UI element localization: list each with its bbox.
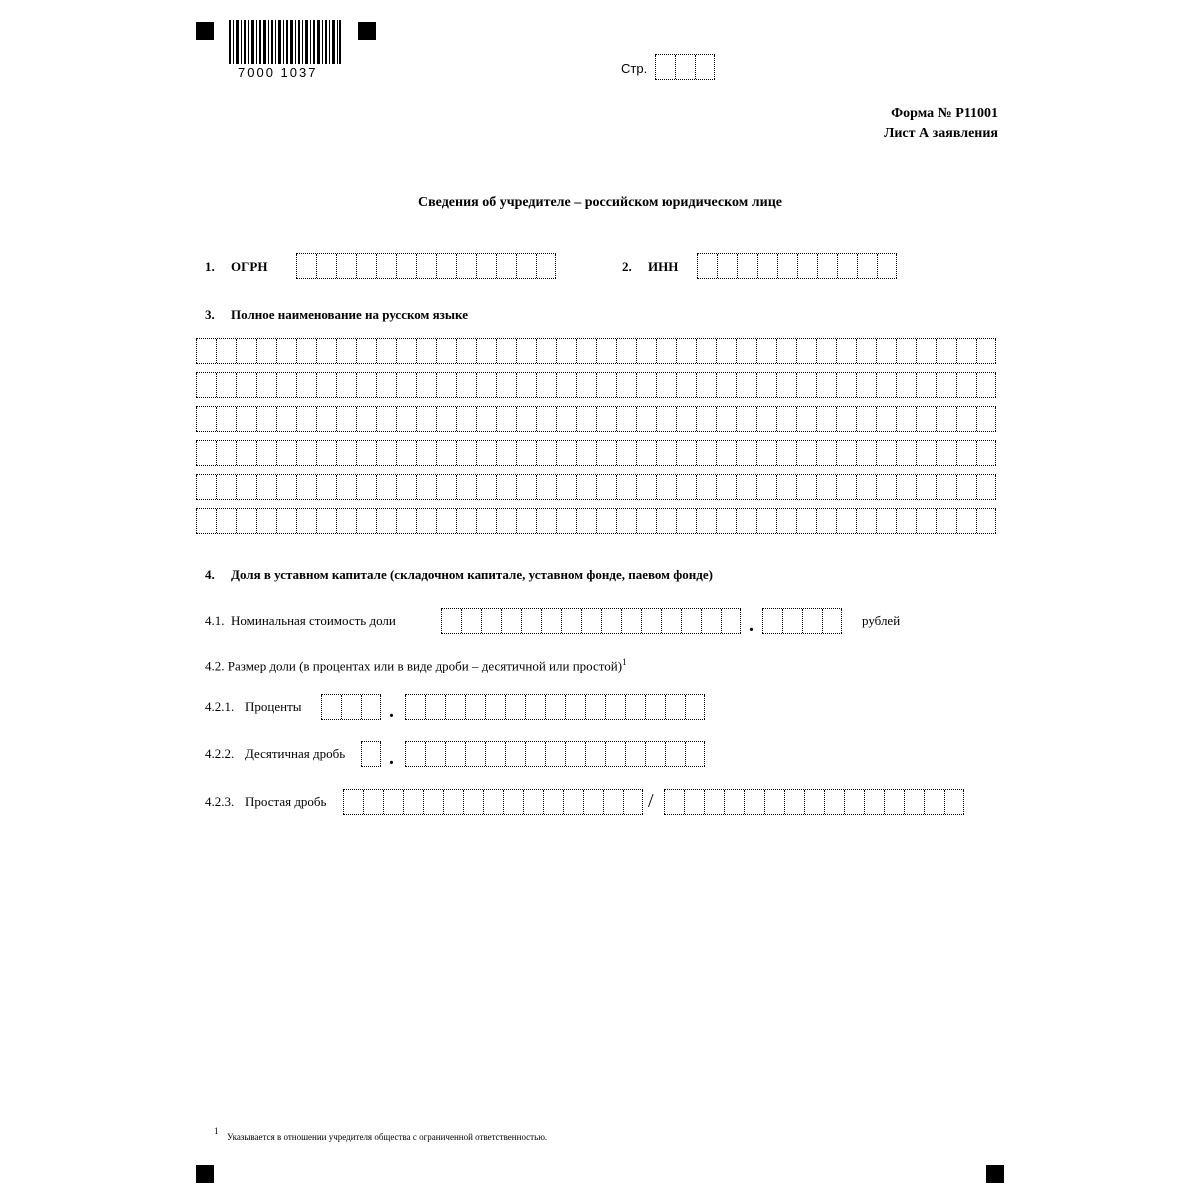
- page-label: Стр.: [621, 61, 648, 76]
- share-label: Доля в уставном капитале (складочном капитале, уставном фонде, паевом фонде): [231, 567, 713, 582]
- barcode: [229, 20, 341, 64]
- fraction-number: 4.2.3.: [205, 794, 235, 809]
- fraction-denominator-cells[interactable]: [664, 789, 964, 815]
- decimal-integer-cells[interactable]: [361, 741, 381, 767]
- decimal-label: Десятичная дробь: [245, 746, 346, 761]
- footnote-mark: 1: [214, 1126, 219, 1136]
- page-number-cells[interactable]: [655, 54, 715, 80]
- full-name-grid[interactable]: [196, 338, 996, 542]
- nominal-unit: рублей: [862, 613, 901, 628]
- ogrn-cells[interactable]: [296, 253, 556, 279]
- inn-number: 2.: [622, 259, 632, 274]
- percent-number: 4.2.1.: [205, 699, 235, 714]
- share-size-label: 4.2. Размер доли (в процентах или в виде дроби – десятичной или простой)$^1$: [205, 657, 627, 674]
- footnote-text: Указывается в отношении учредителя общества с ограниченной ответственностью.: [227, 1132, 548, 1142]
- barcode-number: 7000 1037: [238, 65, 318, 80]
- share-size-footnote-mark: 1: [622, 657, 627, 667]
- barcode-bars: [229, 20, 341, 64]
- full-name-row[interactable]: [196, 474, 996, 500]
- inn-cells[interactable]: [697, 253, 897, 279]
- ogrn-number: 1.: [205, 259, 215, 274]
- full-name-label: Полное наименование на русском языке: [231, 307, 468, 322]
- fraction-numerator-cells[interactable]: [343, 789, 643, 815]
- nominal-decimal-point: .: [749, 614, 754, 636]
- full-name-row[interactable]: [196, 338, 996, 364]
- full-name-row[interactable]: [196, 508, 996, 534]
- full-name-row[interactable]: [196, 440, 996, 466]
- share-number: 4.: [205, 567, 215, 582]
- full-name-row[interactable]: [196, 406, 996, 432]
- percent-integer-cells[interactable]: [321, 694, 381, 720]
- corner-marker-top-right: [358, 22, 376, 40]
- corner-marker-bottom-right: [986, 1165, 1004, 1183]
- nominal-number: 4.1.: [205, 613, 225, 628]
- fraction-separator: /: [648, 790, 654, 812]
- percent-decimal-point: .: [389, 700, 394, 722]
- form-number: Форма № Р11001: [891, 106, 998, 121]
- sheet-label: Лист А заявления: [883, 126, 998, 141]
- decimal-fraction-cells[interactable]: [405, 741, 705, 767]
- inn-label: ИНН: [648, 259, 679, 274]
- full-name-number: 3.: [205, 307, 215, 322]
- ogrn-label: ОГРН: [231, 259, 268, 274]
- corner-marker-bottom-left: [196, 1165, 214, 1183]
- decimal-point: .: [389, 747, 394, 769]
- nominal-label: Номинальная стоимость доли: [231, 613, 396, 628]
- page-title: Сведения об учредителе – российском юридическом лице: [418, 195, 782, 210]
- percent-fraction-cells[interactable]: [405, 694, 705, 720]
- nominal-fraction-cells[interactable]: [762, 608, 842, 634]
- nominal-integer-cells[interactable]: [441, 608, 741, 634]
- decimal-number: 4.2.2.: [205, 746, 235, 761]
- full-name-row[interactable]: [196, 372, 996, 398]
- corner-marker-top-left: [196, 22, 214, 40]
- fraction-label: Простая дробь: [245, 794, 327, 809]
- percent-label: Проценты: [245, 699, 302, 714]
